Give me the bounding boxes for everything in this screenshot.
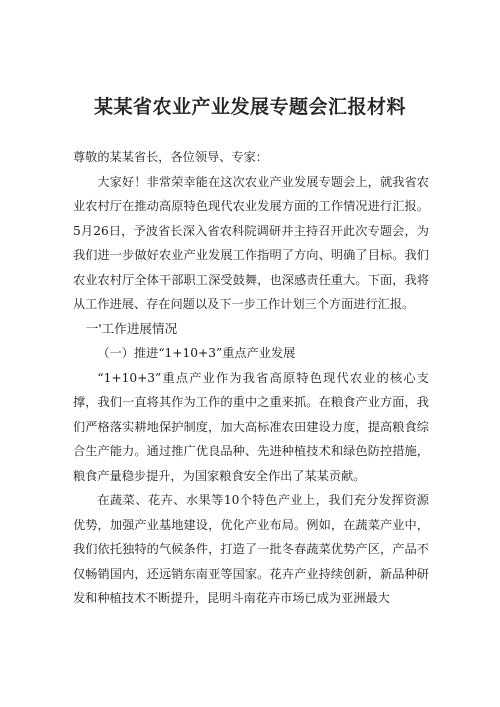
document-title: 某某省农业产业发展专题会汇报材料 — [93, 96, 406, 118]
paragraph-specialty-industries: 在蔬菜、花卉、水果等10个特色产业上，我们充分发挥资源优势，加强产业基地建设，优化产业布局。例如，在蔬菜产业中，我们依托独特的气候条件，打造了一批冬春蔬菜优势产区，产品不仅畅销国内，还远销东南亚等国家。花卉产业持续创新，新品种研发和种植技术不断提升，昆明斗南花卉市场已成为亚洲最大 — [73, 493, 429, 605]
subsection-heading: （一）推进“1+10+3”重点产业发展 — [97, 346, 296, 360]
paragraph-intro: 大家好！非常荣幸能在这次农业产业发展专题会上，就我省农业农村厅在推动高原特色现代农业发展方面的工作情况进行汇报。5月26日，予波省长深入省农科院调研并主持召开此次专题会，为我们进一步做好农业产业发展工作指明了方向、明确了目标。我们农业农村厅全体干部职工深受鼓舞，也深感责任重大。下面，我将从工作进展、存在问题以及下一步工作计划三个方面进行汇报。 — [73, 174, 429, 311]
document-body — [73, 145, 429, 611]
paragraph-key-industries: “1+10+3”重点产业作为我省高原特色现代农业的核心支撑，我们一直将其作为工作的重中之重来抓。在粮食产业方面，我们严格落实耕地保护制度，加大高标准农田建设力度，提高粮食综合生产能力。通过推广优良品种、先进种植技术和绿色防控措施，粮食产量稳步提升，为国家粮食安全作出了某某贡献。 — [73, 370, 429, 483]
section-heading: 一'工作进展情况 — [85, 320, 178, 336]
salutation: 尊敬的某某省长，各位领导、专家： — [73, 150, 268, 164]
